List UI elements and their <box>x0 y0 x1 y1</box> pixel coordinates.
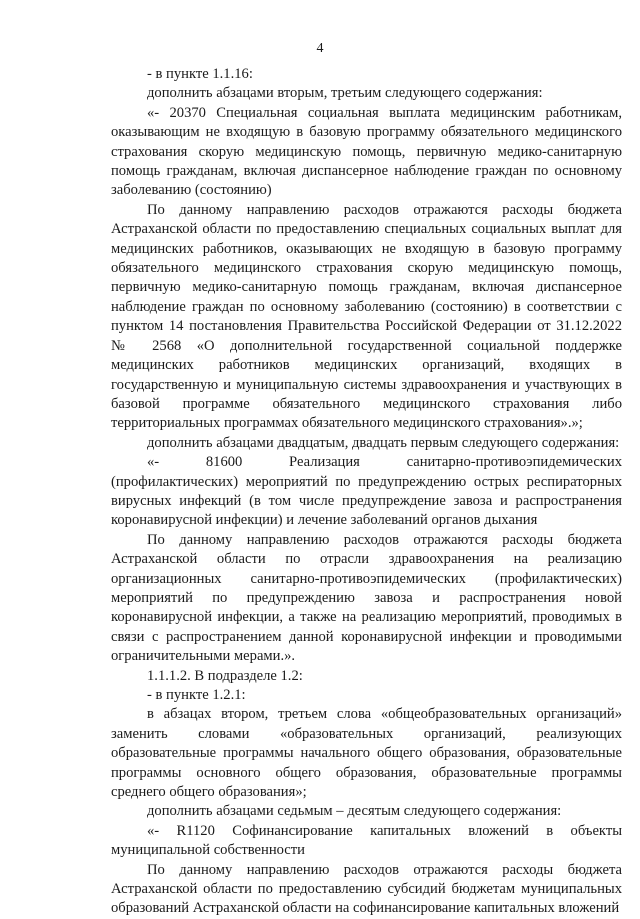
document-body <box>111 65 622 919</box>
paragraph: По данному направлению расходов отражаются расходы бюджета Астраханской области по предоставлению субсидий бюджетам муниципальных образований Астраханской области на софинансирование капитальных вложений <box>111 861 622 917</box>
paragraph: «- 20370 Специальная социальная выплата медицинским работникам, оказывающим не входящую в базовую программу обязательного медицинского страхования скорую медицинскую помощь, первичную медико-санитарную помощь гражданам, включая диспансерное наблюдение граждан по основному заболеванию (состоянию) <box>111 104 622 199</box>
paragraph: По данному направлению расходов отражаются расходы бюджета Астраханской области по отрасли здравоохранения на реализацию организационных санитарно-противоэпидемических (профилактических) мероприятий по предупреждению завоза и распространения новой коронавирусной инфекции, а также на реализацию мероприятий, проводимых в связи с распространением данной коронавирусной инфекции и проводимыми ограничительными мерами.». <box>111 531 622 665</box>
paragraph: дополнить абзацами седьмым – десятым следующего содержания: <box>147 803 562 820</box>
paragraph: в абзацах втором, третьем слова «общеобразовательных организаций» заменить словами «образовательных организаций, реализующих образовательные программы начального общего образования, образовательные программы основного общего образования, образовательные программы среднего общего образования»; <box>111 706 622 801</box>
paragraph: дополнить абзацами вторым, третьим следующего содержания: <box>147 85 543 102</box>
paragraph: «- 81600 Реализация санитарно-противоэпидемических (профилактических) мероприятий по предупреждению острых респираторных вирусных инфекций (в том числе предупреждение завоза и распространения коронавирусной инфекции) и лечение заболеваний органов дыхания <box>111 454 622 529</box>
paragraph: - в пункте 1.2.1: <box>147 687 246 703</box>
paragraph: «- R1120 Софинансирование капитальных вложений в объекты муниципальной собственности <box>111 822 622 859</box>
paragraph: - в пункте 1.1.16: <box>147 66 253 82</box>
paragraph: 1.1.1.2. В подразделе 1.2: <box>147 667 303 684</box>
paragraph: дополнить абзацами двадцатым, двадцать первым следующего содержания: <box>147 434 620 451</box>
page-number: 4 <box>316 41 324 56</box>
paragraph: По данному направлению расходов отражаются расходы бюджета Астраханской области по предоставлению специальных социальных выплат для медицинских работников, оказывающих не входящую в базовую программу обязательного медицинского страхования скорую медицинскую помощь, первичную медико-санитарную помощь гражданам, включая диспансерное наблюдение граждан по основному заболеванию (состоянию) в соответствии с пунктом 14 постановления Правительства Российской Федерации от 31.12.2022 № 2568 «О дополнительной государственной социальной поддержке медицинских работников медицинских организаций, входящих в государственную и муниципальную системы здравоохранения и участвующих в базовой программе обязательного медицинского страхования либо территориальных программах обязательного медицинского страхования».»; <box>111 201 622 432</box>
